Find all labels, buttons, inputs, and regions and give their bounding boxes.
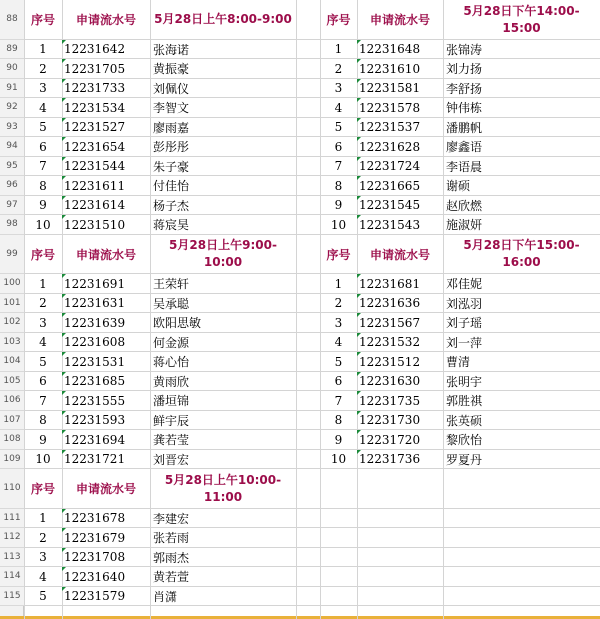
serial-cell[interactable]: 12231678 — [62, 509, 150, 529]
serial-cell[interactable]: 12231640 — [62, 567, 150, 587]
serial-cell[interactable]: 12231636 — [357, 294, 443, 314]
row-number[interactable]: 114 — [0, 567, 24, 587]
serial-header[interactable]: 申请流水号 — [75, 13, 136, 28]
serial-cell[interactable]: 12231593 — [62, 411, 150, 431]
text-number-warning-icon — [62, 137, 66, 141]
serial-cell[interactable]: 12231510 — [62, 215, 150, 235]
name-cell[interactable]: 张明宇 — [446, 374, 483, 389]
text-number-warning-icon — [62, 294, 66, 298]
row-number[interactable]: 101 — [0, 294, 24, 314]
serial-cell[interactable]: 12231581 — [357, 79, 443, 99]
name-cell[interactable]: 赵欣燃 — [446, 198, 483, 213]
row-number[interactable]: 115 — [0, 587, 24, 607]
text-number-warning-icon — [357, 450, 361, 454]
text-number-warning-icon — [62, 215, 66, 219]
time-slot-header[interactable]: 5月28日上午8:00-9:00 — [154, 12, 292, 27]
name-cell[interactable]: 何金源 — [153, 335, 190, 350]
name-cell[interactable]: 李语晨 — [446, 159, 483, 174]
serial-cell[interactable]: 12231555 — [62, 391, 150, 411]
serial-cell[interactable]: 12231567 — [357, 313, 443, 333]
text-number-warning-icon — [357, 215, 361, 219]
name-cell[interactable]: 施淑妍 — [446, 218, 483, 233]
name-cell[interactable]: 张海诺 — [153, 42, 190, 57]
serial-cell[interactable]: 12231628 — [357, 137, 443, 157]
serial-cell[interactable]: 12231720 — [357, 430, 443, 450]
serial-cell[interactable]: 12231642 — [62, 40, 150, 60]
seq-cell[interactable]: 5 — [39, 120, 47, 135]
row-number[interactable]: 110 — [0, 469, 24, 509]
serial-cell[interactable]: 12231654 — [62, 137, 150, 157]
seq-cell[interactable]: 4 — [334, 335, 343, 350]
text-number-warning-icon — [357, 411, 361, 415]
text-number-warning-icon — [62, 391, 66, 395]
serial-cell[interactable]: 12231721 — [62, 450, 150, 470]
seq-header[interactable]: 序号 — [326, 247, 351, 262]
seq-cell[interactable]: 1 — [334, 42, 343, 57]
name-cell[interactable]: 潘鹏帆 — [446, 120, 483, 135]
seq-cell[interactable]: 2 — [39, 530, 47, 545]
text-number-warning-icon — [62, 587, 66, 591]
seq-cell[interactable]: 3 — [334, 81, 343, 96]
text-number-warning-icon — [62, 79, 66, 83]
text-number-warning-icon — [357, 333, 361, 337]
seq-cell[interactable]: 7 — [334, 159, 343, 174]
seq-cell[interactable]: 7 — [39, 159, 47, 174]
name-cell[interactable]: 李舒扬 — [446, 81, 483, 96]
serial-cell[interactable]: 12231512 — [357, 352, 443, 372]
name-cell[interactable]: 蒋宸昊 — [153, 218, 190, 233]
seq-cell[interactable]: 1 — [39, 276, 47, 291]
seq-cell[interactable]: 3 — [334, 315, 343, 330]
text-number-warning-icon — [357, 372, 361, 376]
text-number-warning-icon — [62, 352, 66, 356]
text-number-warning-icon — [62, 118, 66, 122]
row-number[interactable]: 93 — [0, 118, 24, 138]
seq-cell[interactable]: 10 — [35, 217, 51, 232]
seq-cell[interactable]: 2 — [39, 61, 47, 76]
serial-cell[interactable]: 12231527 — [62, 118, 150, 138]
serial-cell[interactable]: 12231685 — [62, 372, 150, 392]
serial-cell[interactable]: 12231736 — [357, 450, 443, 470]
text-number-warning-icon — [357, 157, 361, 161]
seq-cell[interactable]: 3 — [39, 81, 47, 96]
name-cell[interactable]: 蒋心怡 — [153, 355, 190, 370]
seq-cell[interactable]: 6 — [39, 139, 47, 154]
seq-header[interactable]: 序号 — [30, 13, 55, 28]
seq-cell[interactable]: 7 — [334, 393, 343, 408]
name-cell[interactable]: 李智文 — [153, 101, 190, 116]
name-cell[interactable]: 潘垣锦 — [153, 394, 190, 409]
text-number-warning-icon — [62, 450, 66, 454]
serial-cell[interactable]: 12231691 — [62, 274, 150, 294]
text-number-warning-icon — [62, 274, 66, 278]
name-cell[interactable]: 廖雨嘉 — [153, 120, 190, 135]
name-cell[interactable]: 刘佩仪 — [153, 81, 190, 96]
name-cell[interactable]: 刘力扬 — [446, 62, 483, 77]
row-number[interactable]: 97 — [0, 196, 24, 216]
time-slot-header[interactable]: 5月28日下午14:00-15:00 — [463, 3, 580, 35]
serial-cell[interactable]: 12231724 — [357, 157, 443, 177]
row-number[interactable]: 89 — [0, 40, 24, 60]
seq-cell[interactable]: 2 — [334, 61, 343, 76]
seq-cell[interactable]: 1 — [39, 511, 47, 526]
seq-cell[interactable]: 8 — [39, 178, 47, 193]
name-cell[interactable]: 曹清 — [446, 355, 471, 370]
serial-header[interactable]: 申请流水号 — [75, 482, 136, 497]
text-number-warning-icon — [357, 98, 361, 102]
seq-cell[interactable]: 5 — [334, 354, 343, 369]
name-cell[interactable]: 张若雨 — [153, 531, 190, 546]
seq-cell[interactable]: 10 — [330, 452, 347, 467]
serial-header[interactable]: 申请流水号 — [75, 247, 136, 262]
text-number-warning-icon — [357, 59, 361, 63]
text-number-warning-icon — [62, 157, 66, 161]
row-number[interactable]: 108 — [0, 430, 24, 450]
seq-cell[interactable]: 5 — [39, 354, 47, 369]
row-number[interactable]: 105 — [0, 372, 24, 392]
text-number-warning-icon — [62, 430, 66, 434]
text-number-warning-icon — [357, 79, 361, 83]
text-number-warning-icon — [357, 176, 361, 180]
serial-header[interactable]: 申请流水号 — [369, 13, 430, 28]
serial-cell[interactable]: 12231648 — [357, 40, 443, 60]
row-number[interactable]: 99 — [0, 235, 24, 275]
text-number-warning-icon — [357, 313, 361, 317]
serial-cell[interactable]: 12231578 — [357, 98, 443, 118]
name-cell[interactable]: 鲜宇辰 — [153, 413, 190, 428]
serial-cell[interactable]: 12231532 — [357, 333, 443, 353]
seq-cell[interactable]: 3 — [39, 550, 47, 565]
name-cell[interactable]: 张锦涛 — [446, 42, 483, 57]
serial-cell[interactable]: 12231631 — [62, 294, 150, 314]
row-number[interactable]: 107 — [0, 411, 24, 431]
text-number-warning-icon — [357, 196, 361, 200]
seq-cell[interactable]: 9 — [39, 432, 47, 447]
seq-cell[interactable]: 2 — [334, 296, 343, 311]
name-cell[interactable]: 彭彤彤 — [153, 140, 190, 155]
row-number[interactable]: 95 — [0, 157, 24, 177]
text-number-warning-icon — [357, 274, 361, 278]
seq-cell[interactable]: 6 — [334, 139, 343, 154]
text-number-warning-icon — [62, 313, 66, 317]
time-slot-header[interactable]: 5月28日上午10:00-11:00 — [164, 472, 282, 504]
seq-cell[interactable]: 2 — [39, 296, 47, 311]
text-number-warning-icon — [62, 567, 66, 571]
name-cell[interactable]: 朱子豪 — [153, 159, 190, 174]
name-cell[interactable]: 刘子瑶 — [446, 316, 483, 331]
seq-cell[interactable]: 6 — [334, 374, 343, 389]
serial-cell[interactable]: 12231630 — [357, 372, 443, 392]
row-number[interactable]: 90 — [0, 59, 24, 79]
name-cell[interactable]: 欧阳思敏 — [153, 316, 202, 331]
name-cell[interactable]: 杨子杰 — [153, 198, 190, 213]
row-number[interactable]: 106 — [0, 391, 24, 411]
row-number[interactable]: 111 — [0, 509, 24, 529]
seq-cell[interactable]: 8 — [334, 178, 343, 193]
serial-cell[interactable]: 12231708 — [62, 548, 150, 568]
row-number[interactable]: 104 — [0, 352, 24, 372]
seq-cell[interactable]: 5 — [39, 589, 47, 604]
serial-cell[interactable]: 12231614 — [62, 196, 150, 216]
seq-cell[interactable]: 9 — [334, 198, 343, 213]
serial-cell[interactable]: 12231608 — [62, 333, 150, 353]
seq-cell[interactable]: 8 — [39, 413, 47, 428]
text-number-warning-icon — [357, 352, 361, 356]
seq-cell[interactable]: 1 — [334, 276, 343, 291]
serial-cell[interactable]: 12231545 — [357, 196, 443, 216]
seq-cell[interactable]: 3 — [39, 315, 47, 330]
name-cell[interactable]: 谢硕 — [446, 179, 471, 194]
text-number-warning-icon — [62, 411, 66, 415]
seq-cell[interactable]: 10 — [330, 217, 347, 232]
seq-cell[interactable]: 4 — [39, 335, 47, 350]
row-number[interactable]: 100 — [0, 274, 24, 294]
name-cell[interactable]: 罗夏丹 — [446, 452, 483, 467]
serial-cell[interactable]: 12231544 — [62, 157, 150, 177]
text-number-warning-icon — [357, 430, 361, 434]
row-number[interactable]: 96 — [0, 176, 24, 196]
name-cell[interactable]: 黎欣怡 — [446, 433, 483, 448]
seq-cell[interactable]: 4 — [39, 100, 47, 115]
name-cell[interactable]: 刘一萍 — [446, 335, 483, 350]
text-number-warning-icon — [357, 40, 361, 44]
serial-cell[interactable]: 12231665 — [357, 176, 443, 196]
name-cell[interactable]: 邓佳妮 — [446, 277, 483, 292]
row-number[interactable]: 94 — [0, 137, 24, 157]
seq-cell[interactable]: 4 — [39, 569, 47, 584]
serial-cell[interactable]: 12231730 — [357, 411, 443, 431]
name-cell[interactable]: 王荣轩 — [153, 277, 190, 292]
serial-cell[interactable]: 12231679 — [62, 528, 150, 548]
text-number-warning-icon — [62, 176, 66, 180]
seq-header[interactable]: 序号 — [326, 13, 351, 28]
name-cell[interactable]: 吴承聪 — [153, 296, 190, 311]
text-number-warning-icon — [62, 196, 66, 200]
text-number-warning-icon — [357, 118, 361, 122]
text-number-warning-icon — [62, 548, 66, 552]
seq-cell[interactable]: 7 — [39, 393, 47, 408]
seq-cell[interactable]: 10 — [35, 452, 51, 467]
text-number-warning-icon — [62, 528, 66, 532]
serial-cell[interactable]: 12231579 — [62, 587, 150, 607]
name-cell[interactable]: 郭胜祺 — [446, 394, 483, 409]
seq-header[interactable]: 序号 — [30, 482, 55, 497]
text-number-warning-icon — [62, 98, 66, 102]
serial-cell[interactable]: 12231611 — [62, 176, 150, 196]
name-cell[interactable]: 黄若萱 — [153, 570, 190, 585]
seq-cell[interactable]: 6 — [39, 374, 47, 389]
serial-cell[interactable]: 12231639 — [62, 313, 150, 333]
row-number[interactable]: 102 — [0, 313, 24, 333]
serial-header[interactable]: 申请流水号 — [369, 247, 430, 262]
row-number[interactable]: 92 — [0, 98, 24, 118]
text-number-warning-icon — [357, 137, 361, 141]
serial-cell[interactable]: 12231531 — [62, 352, 150, 372]
name-cell[interactable]: 张英硕 — [446, 413, 483, 428]
row-number[interactable]: 103 — [0, 333, 24, 353]
name-cell[interactable]: 黄雨欣 — [153, 374, 190, 389]
serial-cell[interactable]: 12231735 — [357, 391, 443, 411]
name-cell[interactable]: 黄振豪 — [153, 62, 190, 77]
seq-cell[interactable]: 9 — [39, 198, 47, 213]
time-slot-header[interactable]: 5月28日上午9:00-10:00 — [169, 238, 277, 270]
serial-cell[interactable]: 12231705 — [62, 59, 150, 79]
serial-cell[interactable]: 12231534 — [62, 98, 150, 118]
name-cell[interactable]: 刘晋宏 — [153, 452, 190, 467]
serial-cell[interactable]: 12231733 — [62, 79, 150, 99]
text-number-warning-icon — [62, 40, 66, 44]
seq-cell[interactable]: 9 — [334, 432, 343, 447]
seq-cell[interactable]: 1 — [39, 42, 47, 57]
serial-cell[interactable]: 12231537 — [357, 118, 443, 138]
serial-cell[interactable]: 12231543 — [357, 215, 443, 235]
row-number[interactable]: 98 — [0, 215, 24, 235]
row-number[interactable]: 109 — [0, 450, 24, 470]
seq-cell[interactable]: 5 — [334, 120, 343, 135]
name-cell[interactable]: 刘泓羽 — [446, 296, 483, 311]
seq-cell[interactable]: 8 — [334, 413, 343, 428]
text-number-warning-icon — [62, 372, 66, 376]
name-cell[interactable]: 李建宏 — [153, 511, 190, 526]
row-number[interactable]: 112 — [0, 528, 24, 548]
row-number[interactable]: 91 — [0, 79, 24, 99]
text-number-warning-icon — [357, 294, 361, 298]
text-number-warning-icon — [62, 509, 66, 513]
row-number[interactable]: 113 — [0, 548, 24, 568]
name-cell[interactable]: 肖潇 — [153, 589, 178, 604]
text-number-warning-icon — [62, 59, 66, 63]
name-cell[interactable]: 郭雨杰 — [153, 550, 190, 565]
text-number-warning-icon — [62, 333, 66, 337]
time-slot-header[interactable]: 5月28日下午15:00-16:00 — [463, 238, 580, 270]
serial-cell[interactable]: 12231694 — [62, 430, 150, 450]
text-number-warning-icon — [357, 391, 361, 395]
name-cell[interactable]: 廖鑫语 — [446, 140, 483, 155]
seq-header[interactable]: 序号 — [30, 247, 55, 262]
serial-cell[interactable]: 12231610 — [357, 59, 443, 79]
name-cell[interactable]: 付佳怡 — [153, 179, 190, 194]
serial-cell[interactable]: 12231681 — [357, 274, 443, 294]
row-number[interactable]: 88 — [0, 0, 24, 40]
name-cell[interactable]: 钟伟栋 — [446, 101, 483, 116]
seq-cell[interactable]: 4 — [334, 100, 343, 115]
name-cell[interactable]: 龚若莹 — [153, 433, 190, 448]
